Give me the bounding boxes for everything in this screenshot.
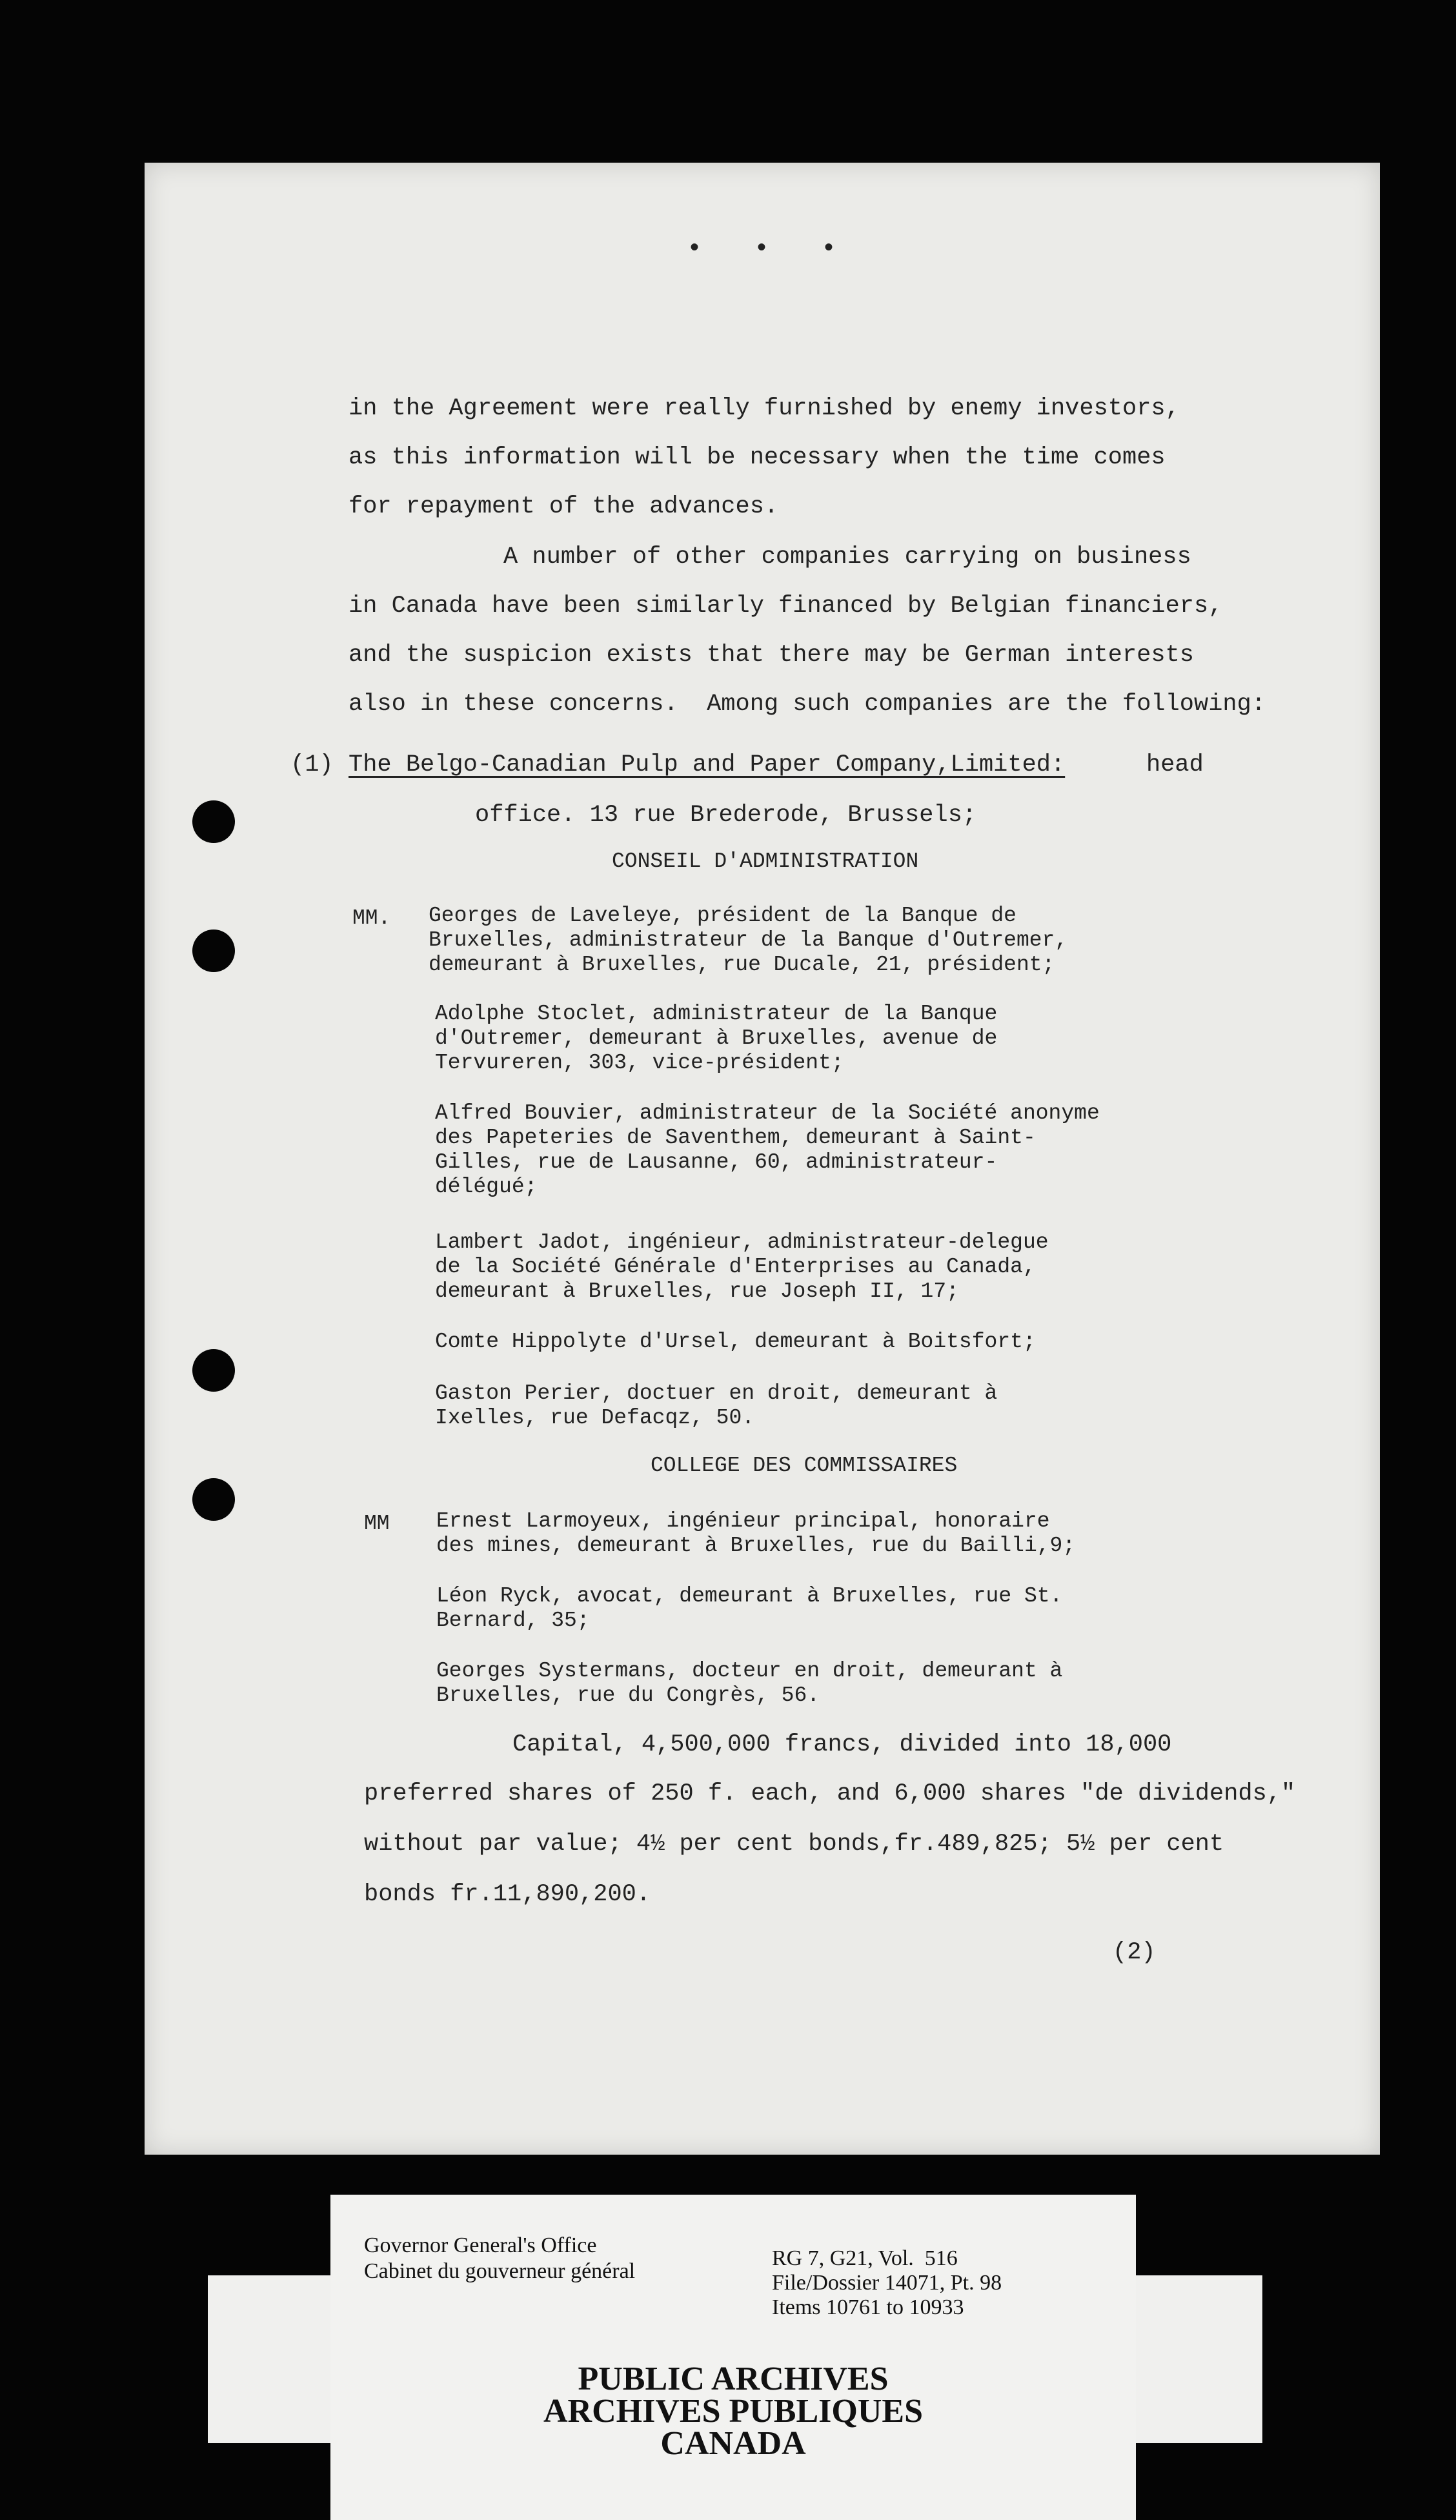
- college-heading: COLLEGE DES COMMISSAIRES: [651, 1454, 958, 1478]
- capital-line: bonds fr.11,890,200.: [364, 1881, 651, 1908]
- page-number: (2): [1113, 1939, 1156, 1966]
- office-en: Governor General's Office: [364, 2233, 597, 2257]
- member-line: Alfred Bouvier, administrateur de la Société anonyme: [435, 1101, 1100, 1125]
- archive-stamp-line: PUBLIC ARCHIVES: [578, 2361, 889, 2397]
- member-line: Comte Hippolyte d'Ursel, demeurant à Boitsfort;: [435, 1330, 1036, 1354]
- reference-line: RG 7, G21, Vol. 516: [772, 2246, 958, 2270]
- body-line: for repayment of the advances.: [349, 493, 779, 520]
- member-line: Gaston Perier, doctuer en droit, demeurant à: [435, 1381, 998, 1405]
- member-line: Tervureren, 303, vice-président;: [435, 1051, 844, 1075]
- reference-line: Items 10761 to 10933: [772, 2295, 964, 2319]
- capital-line: preferred shares of 250 f. each, and 6,000 shares "de dividends,": [364, 1780, 1296, 1807]
- member-line: délégué;: [435, 1175, 538, 1199]
- company-office: office. 13 rue Brederode, Brussels;: [475, 802, 977, 829]
- company-name: The Belgo-Canadian Pulp and Paper Company,Limited:: [349, 751, 1066, 778]
- member-line: Bruxelles, rue du Congrès, 56.: [436, 1683, 820, 1707]
- member-line: demeurant à Bruxelles, rue Ducale, 21, président;: [429, 953, 1055, 977]
- member-line: Bruxelles, administrateur de la Banque d'Outremer,: [429, 928, 1068, 952]
- capital-line: without par value; 4½ per cent bonds,fr.489,825; 5½ per cent: [364, 1831, 1224, 1858]
- office-fr: Cabinet du gouverneur général: [364, 2259, 636, 2283]
- member-line: demeurant à Bruxelles, rue Joseph II, 17;: [435, 1279, 959, 1303]
- archive-stamp-line: ARCHIVES PUBLIQUES: [543, 2393, 924, 2430]
- member-line: Adolphe Stoclet, administrateur de la Banque: [435, 1002, 998, 1026]
- punch-hole: [192, 930, 235, 972]
- member-line: Georges de Laveleye, président de la Banque de: [429, 904, 1016, 928]
- member-line: Léon Ryck, avocat, demeurant à Bruxelles, rue St.: [436, 1584, 1063, 1608]
- body-line: in Canada have been similarly financed by Belgian financiers,: [349, 593, 1223, 620]
- punch-hole: [192, 800, 235, 843]
- member-line: Ernest Larmoyeux, ingénieur principal, honoraire: [436, 1509, 1050, 1533]
- member-line: des mines, demeurant à Bruxelles, rue du Bailli,9;: [436, 1534, 1076, 1558]
- member-line: Bernard, 35;: [436, 1609, 590, 1632]
- member-line: des Papeteries de Saventhem, demeurant à Saint-: [435, 1126, 1036, 1150]
- header-mark: • • •: [687, 235, 855, 264]
- body-line: A number of other companies carrying on business: [503, 544, 1191, 571]
- capital-line: Capital, 4,500,000 francs, divided into 18,000: [512, 1731, 1172, 1758]
- reference-line: File/Dossier 14071, Pt. 98: [772, 2271, 1002, 2295]
- body-line: also in these concerns. Among such companies are the following:: [349, 691, 1266, 718]
- archive-stamp-line: CANADA: [660, 2425, 806, 2462]
- company-name-suffix: head: [1146, 751, 1204, 778]
- member-line: d'Outremer, demeurant à Bruxelles, avenue de: [435, 1026, 998, 1050]
- body-line: as this information will be necessary when the time comes: [349, 444, 1166, 471]
- punch-hole: [192, 1478, 235, 1521]
- mm-label: MM.: [352, 906, 391, 930]
- punch-hole: [192, 1349, 235, 1392]
- archive-label: [330, 2195, 1136, 2520]
- conseil-heading: CONSEIL D'ADMINISTRATION: [612, 849, 919, 873]
- label-tab-left: [208, 2275, 337, 2443]
- member-line: Lambert Jadot, ingénieur, administrateur-delegue: [435, 1230, 1049, 1254]
- member-line: Gilles, rue de Lausanne, 60, administrateur-: [435, 1150, 998, 1174]
- document-page: [145, 163, 1380, 2155]
- body-line: in the Agreement were really furnished by enemy investors,: [349, 395, 1180, 422]
- member-line: Georges Systermans, docteur en droit, demeurant à: [436, 1659, 1063, 1683]
- item-number: (1): [290, 751, 334, 778]
- member-line: de la Société Générale d'Enterprises au Canada,: [435, 1255, 1036, 1279]
- label-tab-right: [1133, 2275, 1262, 2443]
- member-line: Ixelles, rue Defacqz, 50.: [435, 1406, 755, 1430]
- mm-label: MM: [364, 1512, 390, 1536]
- body-line: and the suspicion exists that there may be German interests: [349, 642, 1195, 669]
